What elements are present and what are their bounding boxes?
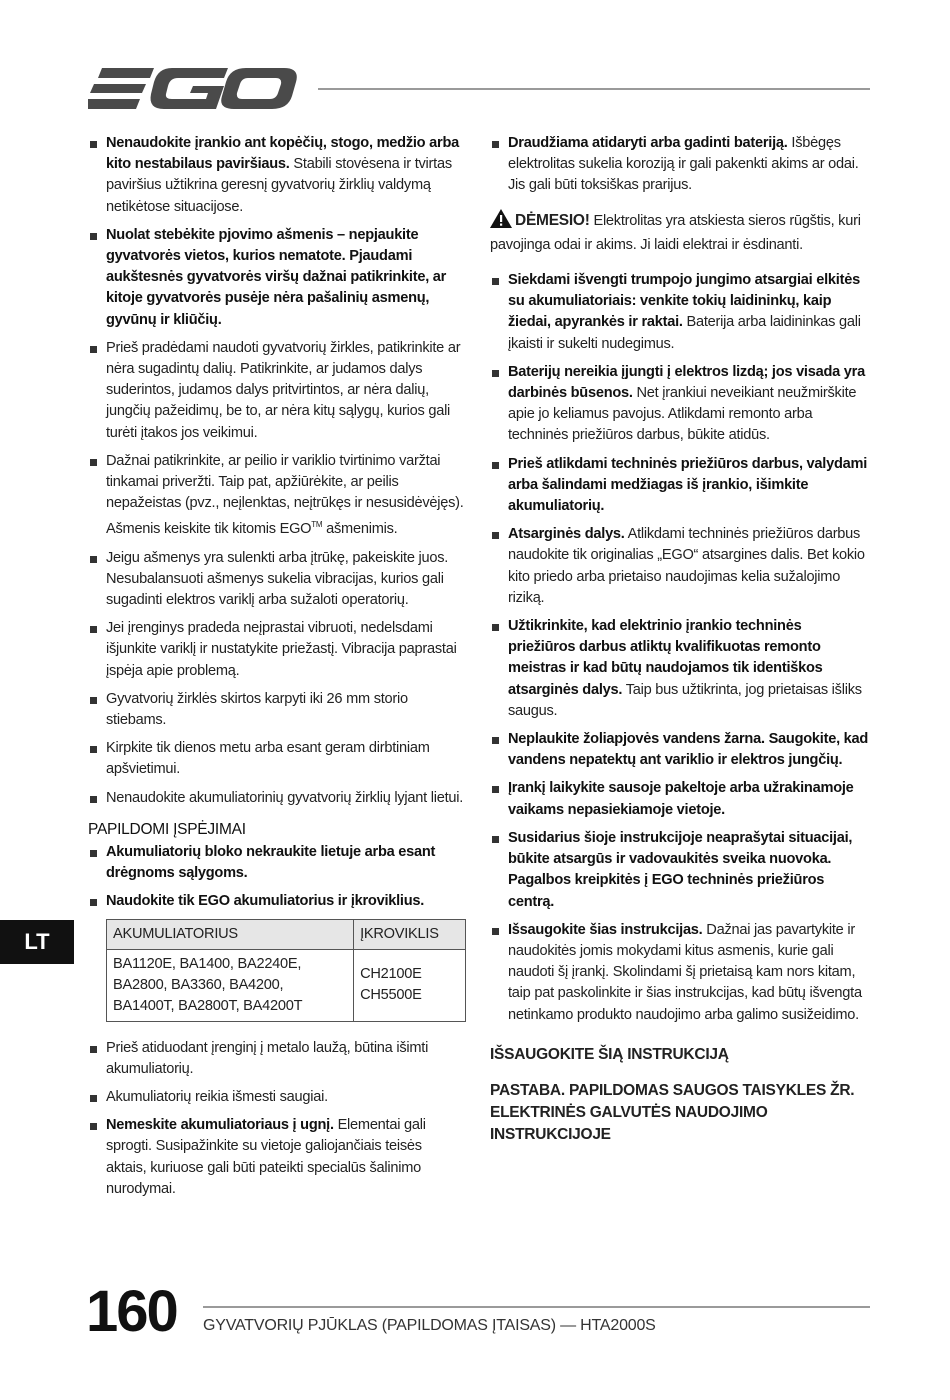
page-number: 160 [86,1279,177,1344]
list-item: Nemeskite akumuliatoriaus į ugnį. Elementai gali sprogti. Susipažinkite su vietoje galiojančiais teisės aktais, kuriuose gali būti pateikti specialūs šalinimo nurodymai. [88,1115,466,1200]
list-item: Nenaudokite akumuliatorinių gyvatvorių žirklių lyjant lietui. [88,788,466,809]
note-heading: PASTABA. PAPILDOMAS SAUGOS TAISYKLES ŽR. ELEKTRINĖS GALVUTĖS NAUDOJIMO INSTRUKCIJOJE [490,1081,855,1143]
list-item: Atsarginės dalys. Atlikdami techninės priežiūros darbus naudokite tik originalias „EGO“ atsargines dalis. Bet kokio kito priedo arba prietaiso naudojimas kelia sužalojimo riziką. [490,524,870,609]
warning-title: DĖMESIO! [515,211,590,229]
battery-list-1 [490,133,870,197]
warning-block [490,209,870,256]
language-tab: LT [0,920,74,964]
list-item: Jei įrenginys pradeda neįprastai vibruoti, nedelsdami išjunkite variklį ir nustatykite priežastį. Vibracija paprastai įspėja apie problemą. [88,618,466,682]
ego-logo [88,62,298,114]
list-item: Kirpkite tik dienos metu arba esant geram dirbtiniam apšvietimui. [88,738,466,780]
list-item: Naudokite tik EGO akumuliatorius ir įkroviklius. [88,891,466,912]
safety-list-2 [88,842,466,913]
battery-models-cell: BA1120E, BA1400, BA2240E, BA2800, BA3360, BA4200, BA1400T, BA2800T, BA4200T [107,949,354,1021]
table-header-battery: AKUMULIATORIUS [107,919,354,949]
list-item: Neplaukite žoliapjovės vandens žarna. Saugokite, kad vandens nepatektų ant variklio ir elektros jungčių. [490,729,870,771]
list-item: Išsaugokite šias instrukcijas. Dažnai jas pavartykite ir naudokitės jomis mokydami kitus asmenis, kurie gali naudoti šį įrankį. Skolindami šį prietaisą kam nors kitam, taip pat paskolinkite ir šias instrukcijas, kad būtų išvengta netinkamo produkto naudojimo arba galimo susižeidimo. [490,920,870,1026]
battery-list-2 [490,270,870,1026]
list-item: Draudžiama atidaryti arba gadinti bateriją. Išbėgęs elektrolitas sukelia koroziją ir gali pakenkti akims ar odai. Jis gali būti toksiškas prarijus. [490,133,870,197]
left-column [88,133,466,1207]
trademark: TM [311,520,323,530]
list-item: Prieš atlikdami techninės priežiūros darbus, valydami arba šalindami medžiagas iš įrankio, išimkite akumuliatorių. [490,454,870,518]
footer-rule [203,1306,870,1308]
list-item: Nuolat stebėkite pjovimo ašmenis – nepjaukite gyvatvorės vietos, kurios nematote. Pjaudami aukštesnės gyvatvorės viršų dažnai patikrinkite, ar kitoje gyvatvorės pusėje nėra pašalinių asmenų, gyvūnų ir kliūčių. [88,225,466,331]
safety-list-3 [88,1038,466,1200]
battery-charger-table [106,919,466,1022]
list-item: Įrankį laikykite sausoje pakeltoje arba užrakinamoje vaikams nepasiekiamoje vietoje. [490,778,870,820]
section-heading-additional-warnings: PAPILDOMI ĮSPĖJIMAI [88,820,246,838]
charger-models-cell: CH2100E CH5500E [354,949,466,1021]
save-instructions-heading: IŠSAUGOKITE ŠIĄ INSTRUKCIJĄ [490,1045,729,1063]
list-item: Baterijų nereikia įjungti į elektros lizdą; jos visada yra darbinės būsenos. Net įrankiui neveikiant neužmirškite apie jo keliamus pavojus. Atlikdami remonto arba techninės priežiūros darbus, būkite atidūs. [490,362,870,447]
list-item: Prieš pradėdami naudoti gyvatvorių žirkles, patikrinkite ar nėra sugadintų dalių. Patikrinkite, ar judamos dalys suderintos, judamos dalys pritvirtintos, ar nėra dalių, jungčių pažeidimų, be to, ar nėra kitų sąlygų, kurios gali turėti įtakos jos veikimui. [88,338,466,444]
warning-triangle-icon [490,209,512,235]
list-item: Akumuliatorių bloko nekraukite lietuje arba esant drėgnoms sąlygoms. [88,842,466,884]
list-item: Nenaudokite įrankio ant kopėčių, stogo, medžio arba kito nestabilaus paviršiaus. Stabili stovėsena ir tvirtas paviršius užtikrina geresnį gyvatvorių žirklių valdymą netikėtose situacijose. [88,133,466,218]
list-item: Akumuliatorių reikia išmesti saugiai. [88,1087,466,1108]
right-column [490,133,870,1146]
table-header-charger: ĮKROVIKLIS [354,919,466,949]
list-item: Susidarius šioje instrukcijoje neaprašytai situacijai, būkite atsargūs ir vadovaukitės sveika nuovoka. Pagalbos kreipkitės į EGO techninės priežiūros centrą. [490,828,870,913]
list-item: Dažnai patikrinkite, ar peilio ir variklio tvirtinimo varžtai tinkamai priveržti. Taip pat, apžiūrėkite, ar peilis nepažeistas (pvz., neįlenktas, neįtrūkęs ir nesusidėvėjęs). Ašmenis keiskite tik kitomis EGO™ ašmenimis. [88,451,466,541]
header-rule [318,88,870,90]
list-item: Užtikrinkite, kad elektrinio įrankio techninės priežiūros darbus atliktų kvalifikuotas remonto meistras ir kad būtų naudojamos tik identiškos atsarginės dalys. Taip bus užtikrinta, jog prietaisas išliks saugus. [490,616,870,722]
warning-text: Elektrolitas yra atskiesta sieros rūgštis, kuri pavojinga odai ir akims. Ji laidi elektrai ir ėsdinanti. [490,212,861,253]
footer-title: GYVATVORIŲ PJŪKLAS (PAPILDOMAS ĮTAISAS) — HTA2000S [203,1317,656,1334]
list-item: Gyvatvorių žirklės skirtos karpyti iki 26 mm storio stiebams. [88,689,466,731]
list-item: Siekdami išvengti trumpojo jungimo atsargiai elkitės su akumuliatoriais: venkite tokių laidininkų, kaip žiedai, apyrankės ir raktai. Baterija arba laidininkas gali įkaisti ir sukelti nudegimus. [490,270,870,355]
list-item: Jeigu ašmenys yra sulenkti arba įtrūkę, pakeiskite juos. Nesubalansuoti ašmenys sukelia vibracijas, kurios gali sugadinti elektros variklį arba sužaloti operatorių. [88,548,466,612]
safety-list-1 [88,133,466,809]
list-item: Prieš atiduodant įrenginį į metalo laužą, būtina išimti akumuliatorių. [88,1038,466,1080]
